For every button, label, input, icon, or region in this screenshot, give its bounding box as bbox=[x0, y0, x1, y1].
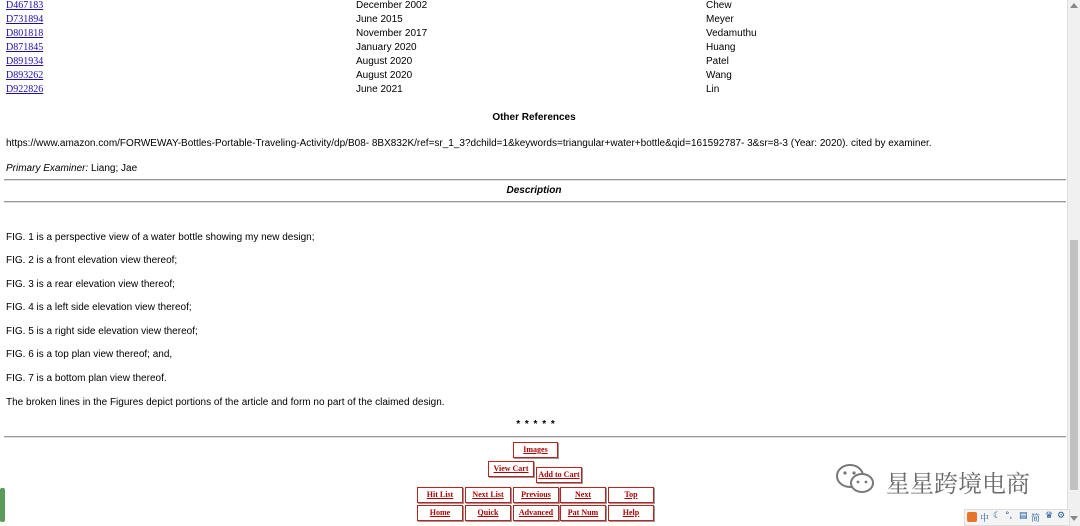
patent-link[interactable]: D467183 bbox=[6, 0, 44, 11]
previous-button[interactable]: Previous bbox=[513, 487, 559, 503]
watermark-text: 星星跨境电商 bbox=[886, 470, 1030, 498]
table-row bbox=[6, 14, 1066, 28]
description-line: FIG. 4 is a left side elevation view thereof; bbox=[6, 302, 192, 313]
punctuation-icon[interactable]: °, bbox=[1005, 511, 1013, 521]
cited-patents-table bbox=[6, 0, 1066, 98]
top-button[interactable]: Top bbox=[608, 487, 654, 503]
divider bbox=[4, 201, 1066, 203]
pat-num-button[interactable]: Pat Num bbox=[560, 505, 606, 521]
table-row bbox=[6, 56, 1066, 70]
quick-button[interactable]: Quick bbox=[465, 505, 511, 521]
other-references-text: https://www.amazon.com/FORWEWAY-Bottles-Portable-Traveling-Activity/dp/B08- 8BX832K/ref=sr_1_3?dchild=1&keywords=triangular+water+bottle&qid=161592787- 3&sr=8-3 (Year: 2020). cited by examiner. bbox=[6, 138, 932, 149]
home-button[interactable]: Home bbox=[417, 505, 463, 521]
description-line: The broken lines in the Figures depict portions of the article and form no part of the claimed design. bbox=[6, 397, 445, 408]
table-row bbox=[6, 70, 1066, 84]
table-row bbox=[6, 42, 1066, 56]
divider bbox=[4, 179, 1066, 181]
patent-link[interactable]: D801818 bbox=[6, 28, 44, 39]
patent-inventor: Huang bbox=[706, 42, 736, 53]
patent-inventor: Patel bbox=[706, 56, 729, 67]
table-row bbox=[6, 84, 1066, 98]
patent-inventor: Vedamuthu bbox=[706, 28, 757, 39]
description-line: FIG. 3 is a rear elevation view thereof; bbox=[6, 279, 175, 290]
vertical-scrollbar[interactable] bbox=[1067, 0, 1080, 526]
gear-icon[interactable]: ⚙ bbox=[1057, 511, 1066, 521]
other-references-title: Other References bbox=[492, 112, 576, 123]
end-marker: * * * * * bbox=[516, 419, 556, 430]
description-line: FIG. 6 is a top plan view thereof; and, bbox=[6, 349, 173, 360]
ime-logo-icon bbox=[967, 512, 977, 522]
patent-date: August 2020 bbox=[356, 70, 413, 81]
scroll-thumb[interactable] bbox=[1070, 240, 1078, 490]
ime-language-toggle[interactable]: 中 bbox=[980, 514, 990, 524]
ime-simplified-toggle[interactable]: 简 bbox=[1031, 514, 1041, 524]
patent-link[interactable]: D731894 bbox=[6, 14, 44, 25]
table-row bbox=[6, 0, 1066, 14]
patent-inventor: Chew bbox=[706, 0, 732, 11]
view-cart-button[interactable]: View Cart bbox=[488, 461, 534, 477]
moon-icon[interactable]: ☾ bbox=[993, 511, 1002, 521]
description-line: FIG. 2 is a front elevation view thereof; bbox=[6, 255, 178, 266]
scroll-down-icon[interactable] bbox=[1070, 516, 1078, 521]
patent-date: December 2002 bbox=[356, 0, 428, 11]
patent-inventor: Meyer bbox=[706, 14, 734, 25]
next-button[interactable]: Next bbox=[560, 487, 606, 503]
patent-date: August 2020 bbox=[356, 56, 413, 67]
patent-date: June 2015 bbox=[356, 14, 403, 25]
description-line: FIG. 1 is a perspective view of a water bottle showing my new design; bbox=[6, 232, 315, 243]
wechat-icon bbox=[834, 462, 878, 496]
patent-link[interactable]: D891934 bbox=[6, 56, 44, 67]
next-list-button[interactable]: Next List bbox=[465, 487, 511, 503]
description-title: Description bbox=[506, 185, 562, 196]
add-to-cart-button[interactable]: Add to Cart bbox=[536, 467, 582, 483]
patent-date: November 2017 bbox=[356, 28, 428, 39]
description-line: FIG. 7 is a bottom plan view thereof. bbox=[6, 373, 167, 384]
primary-examiner bbox=[6, 163, 137, 174]
advanced-button[interactable]: Advanced bbox=[513, 505, 559, 521]
patent-inventor: Lin bbox=[706, 84, 720, 95]
hit-list-button[interactable]: Hit List bbox=[417, 487, 463, 503]
description-line: FIG. 5 is a right side elevation view thereof; bbox=[6, 326, 198, 337]
examiner-name: Liang; Jae bbox=[88, 163, 138, 174]
watermark bbox=[834, 462, 1054, 496]
patent-date: January 2020 bbox=[356, 42, 417, 53]
patent-link[interactable]: D871845 bbox=[6, 42, 44, 53]
patent-date: June 2021 bbox=[356, 84, 403, 95]
patent-link[interactable]: D922826 bbox=[6, 84, 44, 95]
skin-icon[interactable]: ♛ bbox=[1045, 511, 1054, 521]
divider bbox=[4, 436, 1066, 438]
keyboard-icon[interactable]: ▤ bbox=[1019, 511, 1028, 521]
help-button[interactable]: Help bbox=[608, 505, 654, 521]
images-button[interactable]: Images bbox=[513, 442, 558, 458]
ime-toolbar[interactable] bbox=[964, 509, 1070, 526]
patent-inventor: Wang bbox=[706, 70, 732, 81]
scroll-up-icon[interactable] bbox=[1070, 3, 1078, 8]
examiner-label: Primary Examiner: bbox=[6, 163, 89, 174]
patent-link[interactable]: D893262 bbox=[6, 70, 44, 81]
table-row bbox=[6, 28, 1066, 42]
side-drag-handle[interactable] bbox=[0, 488, 5, 522]
